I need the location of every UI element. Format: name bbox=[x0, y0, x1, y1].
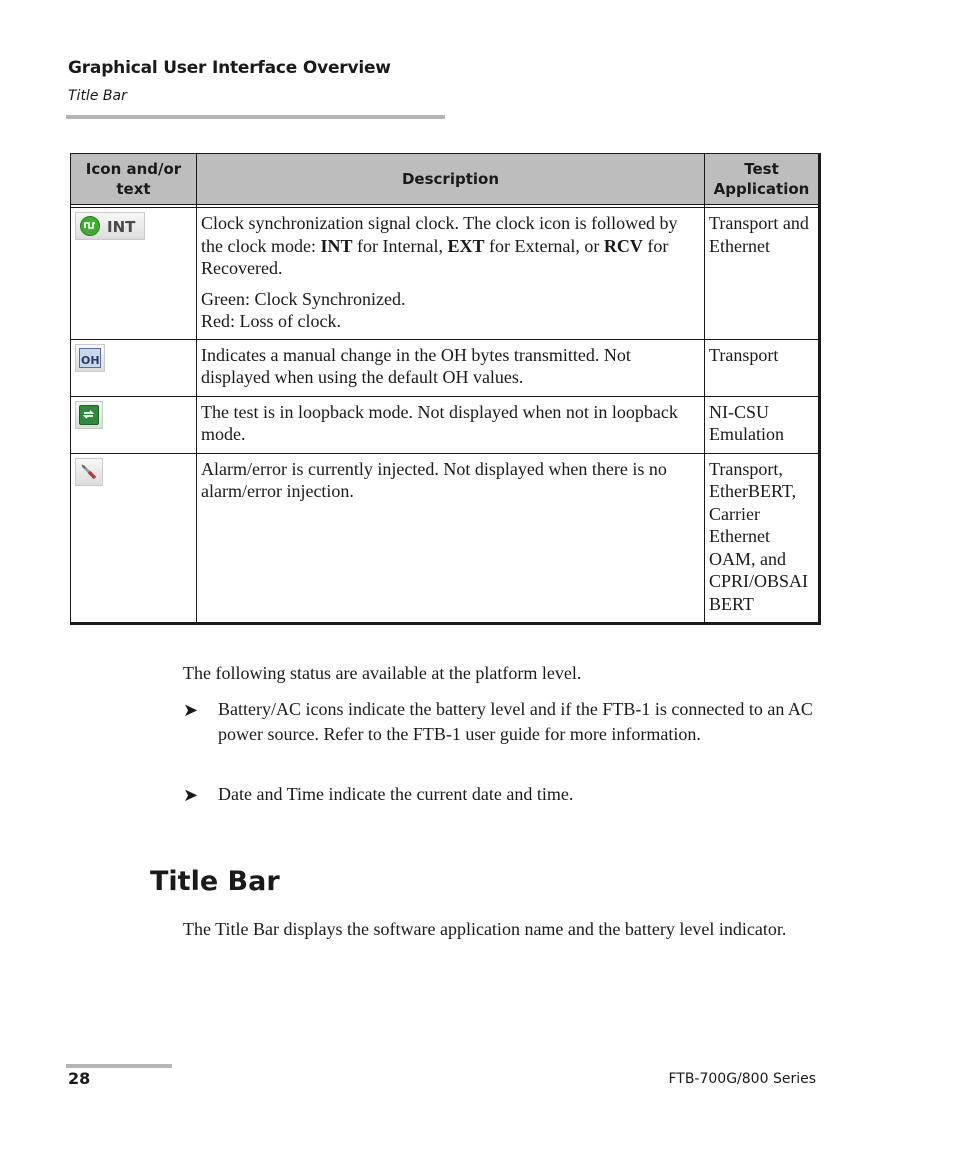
header-rule bbox=[66, 115, 445, 119]
bullet-arrow-icon: ➤ bbox=[183, 785, 199, 805]
clock-mode-text: INT bbox=[107, 218, 136, 236]
footer-series: FTB-700G/800 Series bbox=[668, 1071, 816, 1087]
description-cell bbox=[197, 208, 705, 340]
status-icon-table bbox=[70, 153, 821, 625]
section-heading: Title Bar bbox=[150, 866, 280, 897]
icon-cell bbox=[71, 453, 197, 623]
description-cell: The test is in loopback mode. Not displayed when not in loopback mode. bbox=[197, 396, 705, 453]
bullet-date-time: Date and Time indicate the current date and time. bbox=[218, 784, 574, 804]
application-cell: Transport and Ethernet bbox=[705, 208, 820, 340]
description-cell: Alarm/error is currently injected. Not displayed when there is no alarm/error injection. bbox=[197, 453, 705, 623]
oh-bytes-icon: OH bbox=[75, 344, 105, 372]
clock-description: Clock synchronization signal clock. The clock icon is followed by the clock mode: INT for Internal, EXT for External, or RCV for Recovered. bbox=[201, 213, 678, 278]
bullet-arrow-icon: ➤ bbox=[183, 700, 199, 720]
title-bar-description: The Title Bar displays the software application name and the battery level indicator. bbox=[183, 919, 787, 939]
footer-rule bbox=[66, 1064, 172, 1068]
icon-cell bbox=[71, 208, 197, 340]
application-cell: NI-CSU Emulation bbox=[705, 396, 820, 453]
subsection-title: Title Bar bbox=[68, 88, 127, 104]
header-description: Description bbox=[197, 154, 705, 205]
description-cell: Indicates a manual change in the OH bytes transmitted. Not displayed when using the default OH values. bbox=[197, 339, 705, 396]
header-icon: Icon and/or text bbox=[71, 154, 197, 205]
bullet-battery: Battery/AC icons indicate the battery level and if the FTB-1 is connected to an AC power source. Refer to the FTB-1 user guide for more information. bbox=[218, 699, 813, 744]
table-row bbox=[71, 339, 820, 396]
loopback-icon bbox=[75, 401, 103, 429]
table-row bbox=[71, 396, 820, 453]
section-title: Graphical User Interface Overview bbox=[68, 58, 391, 78]
table-row bbox=[71, 208, 820, 340]
application-cell: Transport bbox=[705, 339, 820, 396]
table-header-row bbox=[71, 154, 820, 205]
header-application: Test Application bbox=[705, 154, 820, 205]
page-number: 28 bbox=[68, 1069, 91, 1088]
clock-sync-int-icon bbox=[75, 212, 145, 240]
icon-cell bbox=[71, 339, 197, 396]
platform-status-intro: The following status are available at the platform level. bbox=[183, 663, 582, 683]
clock-status-note: Green: Clock Synchronized. Red: Loss of clock. bbox=[201, 288, 406, 331]
application-cell: Transport, EtherBERT, Carrier Ethernet OAM, and CPRI/OBSAI BERT bbox=[705, 453, 820, 623]
table-row bbox=[71, 453, 820, 623]
icon-cell bbox=[71, 396, 197, 453]
injection-icon bbox=[75, 458, 103, 486]
